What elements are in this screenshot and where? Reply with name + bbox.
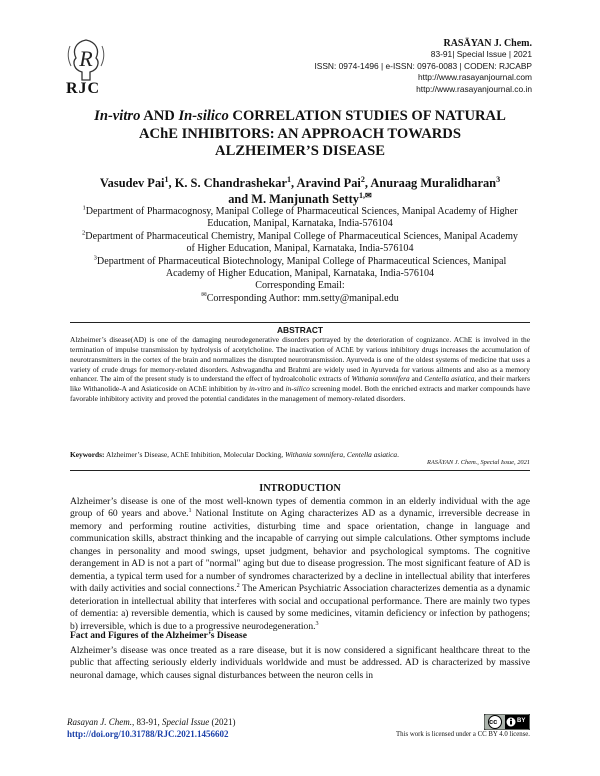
paper-title [60, 108, 540, 161]
introduction-heading: INTRODUCTION [259, 483, 341, 494]
journal-title: RASĀYAN J. Chem. [443, 38, 532, 49]
intro-part-2: National Institute on Aging characterizes AD as a dynamic, irreversible decrease in memory and performing routine activities, disturbing time and space orientation, change in language and communication skills, abstract thinking and the incapable of carrying out simple calculations. Other symptoms include changes in personality and mood swings, upset judgment, behavior and psychological symptoms. The cognitive derangement in AD is not a part of "normal" aging but due to disease progression. The most significant feature of AD is dementia, a typical term used for a number of syndromes characterized by a decline in intellectual ability that interferes with daily activities and social connections. [70, 508, 530, 595]
abstract-italic-2: Centella asiatica [424, 374, 475, 384]
abstract-part-2: and [409, 374, 425, 384]
affiliation-2-sup: 2 [82, 229, 86, 237]
intro-ref-3: 3 [315, 619, 319, 627]
affiliation-1-sup: 1 [82, 204, 86, 212]
author-2: K. S. Chandrashekar [174, 176, 287, 190]
affiliations [80, 206, 520, 305]
intro-part-3: The American Psychiatric Association characterizes dementia as a dynamic deterioration in intellectual ability that interferes with social and occupational performance. There are mainly two types of dementia: a) reversible dementia, which is caused by some medicines, vitamin deficiency or infection by pathogens; b) irreversible, which is due to a progressive neurodegeneration. [70, 583, 530, 632]
keyword-end: . [397, 450, 399, 459]
title-line-3: ALZHEIMER’S DISEASE [215, 143, 385, 159]
abstract-italic-4: in-silico [285, 384, 310, 394]
author-3-sup: 2 [360, 174, 365, 184]
author-5-sup: 1, [359, 190, 366, 200]
author-2-sup: 1 [286, 174, 291, 184]
issn-line: ISSN: 0974-1496 | e-ISSN: 0976-0083 | CODEN: RJCABP [314, 60, 532, 71]
affiliation-1-text: Department of Pharmacognosy, Manipal College of Pharmaceutical Sciences, Manipal Academy of Higher Education, Manipal, Karnataka, India-576104 [85, 206, 518, 230]
abstract-citation: RASĀYAN J. Chem., Special Issue, 2021 [426, 459, 530, 466]
abstract-italic-1: Withania somnifera [351, 374, 410, 384]
intro-ref-1: 1 [188, 507, 192, 515]
affiliation-3 [80, 256, 520, 281]
author-3: Aravind Pai [296, 176, 361, 190]
title-italic-b: In-silico [178, 108, 229, 124]
author-4: Anuraag Muralidharan [370, 176, 497, 190]
journal-header [314, 38, 532, 95]
doi-link[interactable]: http://doi.org/10.31788/RJC.2021.1456602 [67, 729, 229, 739]
issue-line: 83-91| Special Issue | 2021 [430, 49, 532, 60]
cc-icon: cc [489, 717, 498, 726]
by-icon: BY [517, 718, 526, 724]
facts-paragraph: Alzheimer’s disease was once treated as a rare disease, but it is now considered a significant healthcare threat to the public that affecting seriously elderly individuals worldwide and must be addressed. AD is characterized by massive neuronal damage, which causes signal disturbances between the neuron cells in [70, 645, 530, 681]
corresponding-email-heading: Corresponding Email: [255, 280, 345, 292]
abstract-part-4: and [270, 384, 286, 394]
affiliation-2-text: Department of Pharmaceutical Chemistry, Manipal College of Pharmaceutical Sciences, Manipal Academy of Higher Education, Manipal, Karnataka, India-576104 [85, 230, 518, 255]
intro-part-1: Alzheimer’s disease is one of the most well-known types of dementia common in an elderly individual with the age group of 60 years and above. [70, 496, 530, 520]
title-italic-a: In-vitro [94, 108, 141, 124]
keyword-separator: , [343, 450, 347, 459]
mail-icon: ✉ [201, 291, 207, 299]
corresponding-author-text[interactable]: Corresponding Author: mm.setty@manipal.edu [206, 292, 399, 304]
svg-text:R: R [79, 46, 93, 71]
abstract-top-rule [70, 322, 530, 323]
keywords-text: Alzheimer’s Disease, AChE Inhibition, Molecular Docking, [104, 450, 285, 459]
author-and: and [228, 192, 252, 206]
affiliation-3-sup: 3 [93, 254, 97, 262]
abstract-part-3: , and their markers like Withanolide-A and Asiaticoside on AChE inhibition by [70, 374, 530, 394]
facts-heading: Fact and Figures of the Alzheimer’s Disease [70, 631, 247, 641]
title-line-2: AChE INHIBITORS: AN APPROACH TOWARDS [139, 125, 461, 142]
abstract-italic-3: in-vitro [249, 384, 271, 394]
abstract-text [70, 335, 530, 404]
keyword-italic-2: Centella asiatica [346, 450, 398, 459]
corresponding-author[interactable] [80, 293, 520, 305]
footer-journal: Rasayan J. Chem. [67, 717, 132, 727]
abstract-heading: ABSTRACT [276, 325, 324, 335]
footer-year: (2021) [209, 717, 236, 727]
footer-issue: Special Issue [162, 717, 210, 727]
keywords-label: Keywords: [70, 450, 105, 459]
intro-ref-2: 2 [236, 582, 240, 589]
abstract-part-5: screening model. Both the enriched extracts and marker compounds have favorable inhibitory activity and proved the potential candidates in the management of memory-related disorders. [70, 384, 530, 404]
title-rest: CORRELATION STUDIES OF NATURAL [228, 108, 506, 124]
affiliation-2 [80, 231, 520, 256]
author-5: M. Manjunath Setty [251, 192, 359, 206]
logo-text: RJC [66, 80, 101, 97]
title-mid: AND [140, 108, 179, 124]
author-1: Vasudev Pai [99, 176, 165, 190]
footer-pages: , 83-91, [132, 717, 162, 727]
mail-icon: ✉ [365, 190, 372, 200]
introduction-paragraph [70, 496, 530, 633]
abstract-bottom-rule [70, 470, 530, 471]
journal-url-1[interactable]: http://www.rasayanjournal.com [417, 72, 532, 83]
journal-url-2[interactable]: http://www.rasayanjournal.co.in [416, 83, 532, 94]
affiliation-1 [80, 206, 520, 231]
abstract-part-1: Alzheimer’s disease(AD) is one of the damaging neurodegenerative disorders portrayed by the deterioration of cognizance. AChE is involved in the termination of impulse transmission by hydrolysis of acetylcholine. The inactivation of AChE by various inhibitory drugs increases the accumulation of neurotransmitters in the cortex of the brain and normalizes the disrupted neurotransmission. Ayurveda is one of the oldest systems of medicine that uses a variety of crude drugs for memory-related disorders. Ashwagandha and Brahmi are widely used in Ayurveda for various ailments and also as a memory enhancer. The aim of the present study is to understand the effect of hydroalcoholic extracts of [70, 335, 530, 384]
cc-by-badge[interactable] [484, 714, 530, 730]
author-4-sup: 3 [496, 174, 501, 184]
author-1-sup: 1 [164, 174, 169, 184]
keyword-italic-1: Withania somnifera [285, 450, 344, 459]
affiliation-3-text: Department of Pharmaceutical Biotechnology, Manipal College of Pharmaceutical Sciences, Manipal Academy of Higher Education, Manipal, Karnataka, India-576104 [96, 255, 507, 280]
license-text: This work is licensed under a CC BY 4.0 license. [396, 731, 530, 738]
page-footer [67, 716, 236, 740]
author-list: Vasudev Pai$^1$, K. S. Chandrashekar$^1$, Aravind Pai$^2$, Anuraag Muralidharan$^3$ and M. Manjunath Setty$^{1,✉}$ [99, 174, 501, 206]
